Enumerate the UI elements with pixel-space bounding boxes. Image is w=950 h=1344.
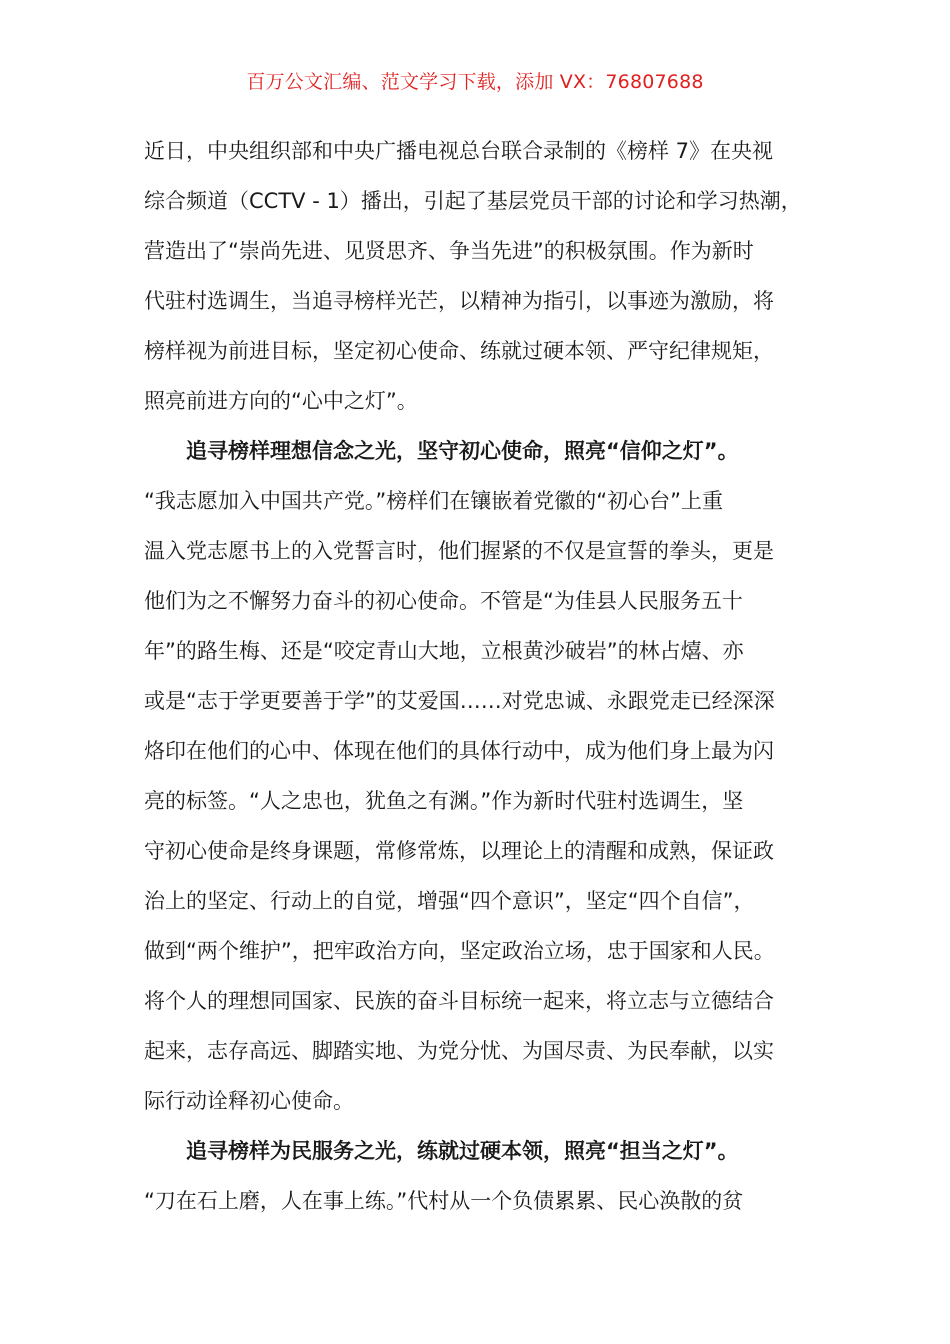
text-line: 代驻村选调生，当追寻榜样光芒，以精神为指引，以事迹为激励，将: [144, 289, 774, 313]
text-line: 或是“志于学更要善于学”的艾爱国……对党忠诚、永跟党走已经深深: [144, 689, 775, 713]
text-line: 亮的标签。“人之忠也，犹鱼之有渊。”作为新时代驻村选调生，坚: [144, 789, 744, 813]
text-line: 近日，中央组织部和中央广播电视总台联合录制的《榜样 7》在央视: [144, 139, 774, 163]
text-line: 他们为之不懈努力奋斗的初心使命。不管是“为佳县人民服务五十: [144, 589, 743, 613]
text-line: 做到“两个维护”，把牢政治方向，坚定政治立场，忠于国家和人民。: [144, 939, 775, 963]
section-heading: 追寻榜样理想信念之光，坚守初心使命，照亮“信仰之灯”。: [186, 439, 739, 463]
text-line: “刀在石上磨，人在事上练。”代村从一个负债累累、民心涣散的贫: [144, 1189, 744, 1213]
text-line: 守初心使命是终身课题，常修常炼，以理论上的清醒和成熟，保证政: [144, 839, 774, 863]
text-line: 温入党志愿书上的入党誓言时，他们握紧的不仅是宣誓的拳头，更是: [144, 539, 774, 563]
text-line: 年”的路生梅、还是“咬定青山大地，立根黄沙破岩”的林占熺、亦: [144, 639, 744, 663]
text-line: “我志愿加入中国共产党。”榜样们在镶嵌着党徽的“初心台”上重: [144, 489, 724, 513]
text-line: 起来，志存高远、脚踏实地、为党分忧、为国尽责、为民奉献，以实: [144, 1039, 774, 1063]
text-line: 营造出了“崇尚先进、见贤思齐、争当先进”的积极氛围。作为新时: [144, 239, 754, 263]
text-line: 照亮前进方向的“心中之灯”。: [144, 389, 418, 413]
text-line: 治上的坚定、行动上的自觉，增强“四个意识”，坚定“四个自信”，: [144, 889, 755, 913]
text-line: 榜样视为前进目标，坚定初心使命、练就过硬本领、严守纪律规矩，: [144, 339, 774, 363]
text-line: 际行动诠释初心使命。: [144, 1089, 354, 1113]
document-body: [144, 126, 808, 1226]
text-line: 烙印在他们的心中、体现在他们的具体行动中，成为他们身上最为闪: [144, 739, 774, 763]
text-line: 综合频道（CCTV - 1）播出，引起了基层党员干部的讨论和学习热潮，: [144, 189, 802, 213]
section-heading: 追寻榜样为民服务之光，练就过硬本领，照亮“担当之灯”。: [186, 1139, 739, 1163]
header-watermark-note: 百万公文汇编、范文学习下载，添加 VX：76807688: [246, 71, 704, 93]
text-line: 将个人的理想同国家、民族的奋斗目标统一起来，将立志与立德结合: [144, 989, 774, 1013]
